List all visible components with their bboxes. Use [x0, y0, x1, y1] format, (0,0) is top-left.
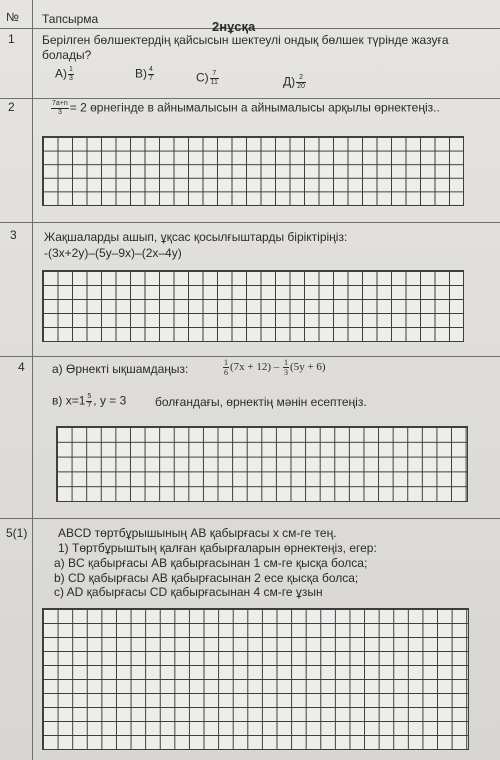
part-b-fraction-denominator: 7 [87, 402, 92, 409]
row-divider [0, 222, 500, 223]
option-label: Д) [283, 74, 296, 89]
expr-middle: (7x + 12) – [230, 361, 280, 374]
task-1-number: 1 [8, 32, 15, 46]
task-4-part-a: а) Өрнекті ықшамдаңыз: [52, 362, 189, 376]
task-5-answer-grid[interactable] [42, 608, 469, 750]
option-label: А) [55, 66, 67, 81]
option-numerator: 2 [296, 74, 306, 83]
option-numerator: 4 [149, 66, 153, 73]
variant-title: 2нұсқа [212, 19, 256, 34]
option-denominator: 7 [149, 75, 153, 82]
task-3-number: 3 [10, 228, 17, 242]
option-numerator: 1 [69, 66, 73, 73]
task-4-number: 4 [18, 360, 25, 374]
task-4-answer-grid[interactable] [56, 426, 468, 502]
expr-fraction-numerator: 1 [224, 358, 228, 367]
task-1-option-a [55, 66, 75, 83]
task-3-answer-grid[interactable] [42, 270, 464, 342]
task-1-option-c [196, 70, 220, 87]
task-4-part-b [52, 393, 126, 410]
part-b-middle: , y = 3 [93, 393, 127, 408]
expr-fraction-denominator: 6 [224, 368, 228, 377]
task-5-line2: 1) Төртбұрыштың қалған қабырғаларын өрнектеңіз, егер: [58, 541, 377, 555]
task-4-expression [222, 358, 326, 377]
header-task: Тапсырма [42, 12, 99, 26]
column-divider [32, 0, 33, 760]
header-number: № [6, 10, 19, 24]
expr-fraction-numerator: 1 [284, 358, 289, 367]
task-5-line1: ABCD төртбұрышының AB қабырғасы x см-ге тең. [58, 526, 337, 540]
task-5-line4: b) CD қабырғасы AB қабырғасынан 2 есе қысқа болса; [54, 571, 359, 585]
part-b-prefix: в) x=1 [52, 393, 86, 408]
row-divider [0, 98, 500, 99]
task-5-line5: c) AD қабырғасы CD қабырғасынан 4 см-ге ұзын [54, 585, 323, 599]
task-3-text-line1: Жақшаларды ашып, ұқсас қосылғыштарды біріктіріңіз: [44, 230, 348, 244]
expr-end: (5y + 6) [290, 361, 326, 374]
expr-fraction-denominator: 3 [284, 368, 289, 377]
task-2-fraction-denominator: 3 [57, 109, 62, 116]
task-2-answer-grid[interactable] [42, 136, 464, 206]
row-divider [0, 356, 500, 357]
task-2-text [50, 100, 440, 117]
option-denominator: 11 [210, 79, 218, 86]
part-b-fraction-numerator: 5 [87, 393, 92, 400]
option-label: В) [135, 66, 147, 81]
row-divider [0, 518, 500, 519]
task-1-text-line1: Берілген бөлшектердің қайсысын шектеулі ондық бөлшек түрінде жазуға [42, 33, 449, 47]
task-1-option-b [135, 66, 155, 83]
task-3-text-line2: -(3x+2y)–(5y–9x)–(2x–4y) [44, 246, 182, 260]
option-label: С) [196, 70, 209, 85]
task-2-number: 2 [8, 100, 15, 114]
task-5-line3: а) BC қабырғасы AB қабырғасынан 1 см-ге қысқа болса; [54, 556, 368, 570]
task-1-text-line2: болады? [42, 48, 92, 62]
task-2-statement: = 2 өрнегінде в айнымалысын а айнымалысы арқылы өрнектеңіз.. [69, 100, 440, 115]
option-denominator: 20 [297, 83, 305, 90]
task-4-part-b-post: болғандағы, өрнектің мәнін есептеңіз. [155, 395, 367, 409]
task-5-number: 5(1) [6, 526, 28, 540]
task-1-option-d [283, 74, 307, 91]
task-2-fraction-numerator: 7a+n [52, 100, 68, 107]
option-denominator: 3 [69, 75, 73, 82]
option-numerator: 7 [210, 70, 219, 79]
